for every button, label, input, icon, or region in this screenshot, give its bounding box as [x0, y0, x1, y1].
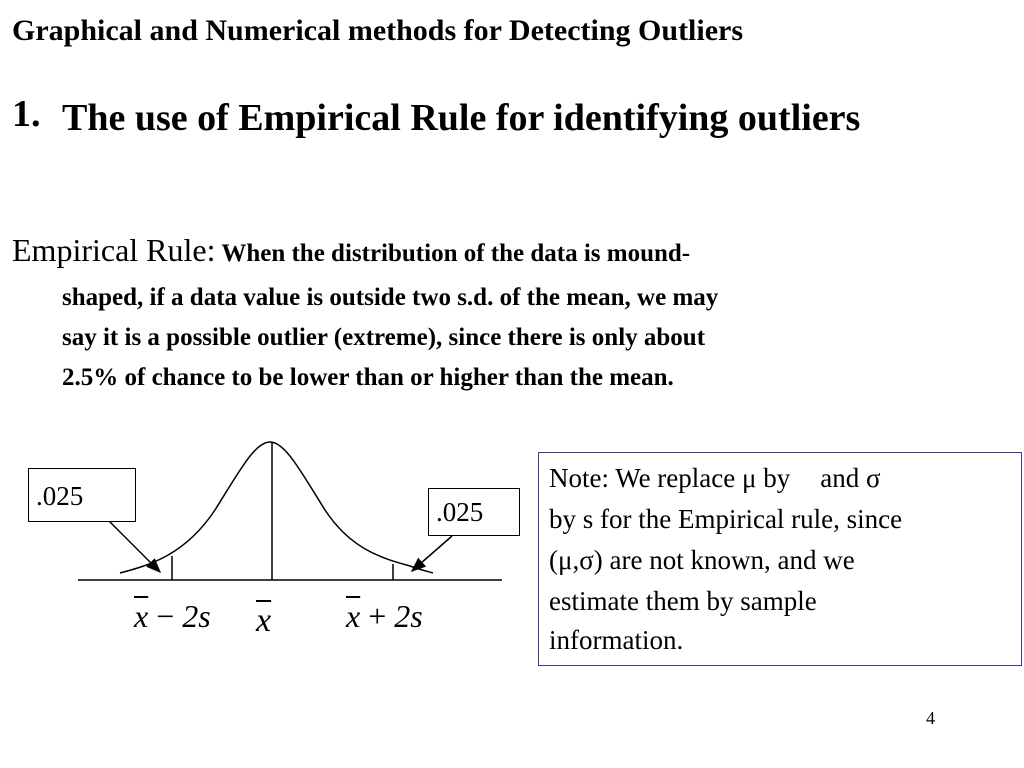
page-number: 4 [926, 708, 935, 728]
empirical-rule-label: Empirical Rule: [12, 232, 216, 268]
xbar-symbol: $\overline{x}$ [346, 598, 361, 634]
xbar-symbol: $\overline{x}$ [134, 598, 149, 634]
note-line-1b: and σ [820, 463, 881, 493]
empirical-rule-line-1 [12, 232, 690, 269]
right-tail-box: .025 [428, 488, 520, 536]
bell-curve [120, 442, 433, 573]
left-arrow [108, 520, 160, 572]
note-line-1 [549, 463, 881, 494]
right-arrow [412, 536, 452, 571]
two-s-term: 2s [182, 598, 211, 634]
note-box [538, 452, 1022, 666]
left-tail-box: .025 [28, 468, 136, 522]
note-line-2: by s for the Empirical rule, since [549, 504, 903, 534]
formula-plus-2s [346, 598, 423, 635]
empirical-rule-line-4: 2.5% of chance to be lower than or higher than the mean. [62, 364, 674, 391]
minus-sign: − [156, 598, 175, 634]
empirical-rule-line-2: shaped, if a data value is outside two s.d. of the mean, we may [62, 284, 719, 311]
plus-sign: + [368, 598, 387, 634]
formula-mean [256, 602, 271, 640]
xbar-symbol: $\overline{x}$ [256, 602, 272, 639]
formula-minus-2s [134, 598, 211, 635]
note-line-4: estimate them by sample [549, 586, 817, 616]
note-line-3: (μ,σ) are not known, and we [549, 545, 855, 575]
heading-text: The use of Empirical Rule for identifying outliers [62, 97, 861, 139]
slide-title: Graphical and Numerical methods for Detecting Outliers [12, 14, 744, 47]
note-line-5: information. [549, 625, 684, 655]
empirical-rule-text-1: When the distribution of the data is mound- [221, 240, 691, 267]
note-line-1a: Note: We replace μ by [549, 463, 791, 493]
empirical-rule-line-3: say it is a possible outlier (extreme), since there is only about [62, 324, 706, 351]
two-s-term: 2s [394, 598, 423, 634]
heading-number: 1. [12, 93, 41, 135]
